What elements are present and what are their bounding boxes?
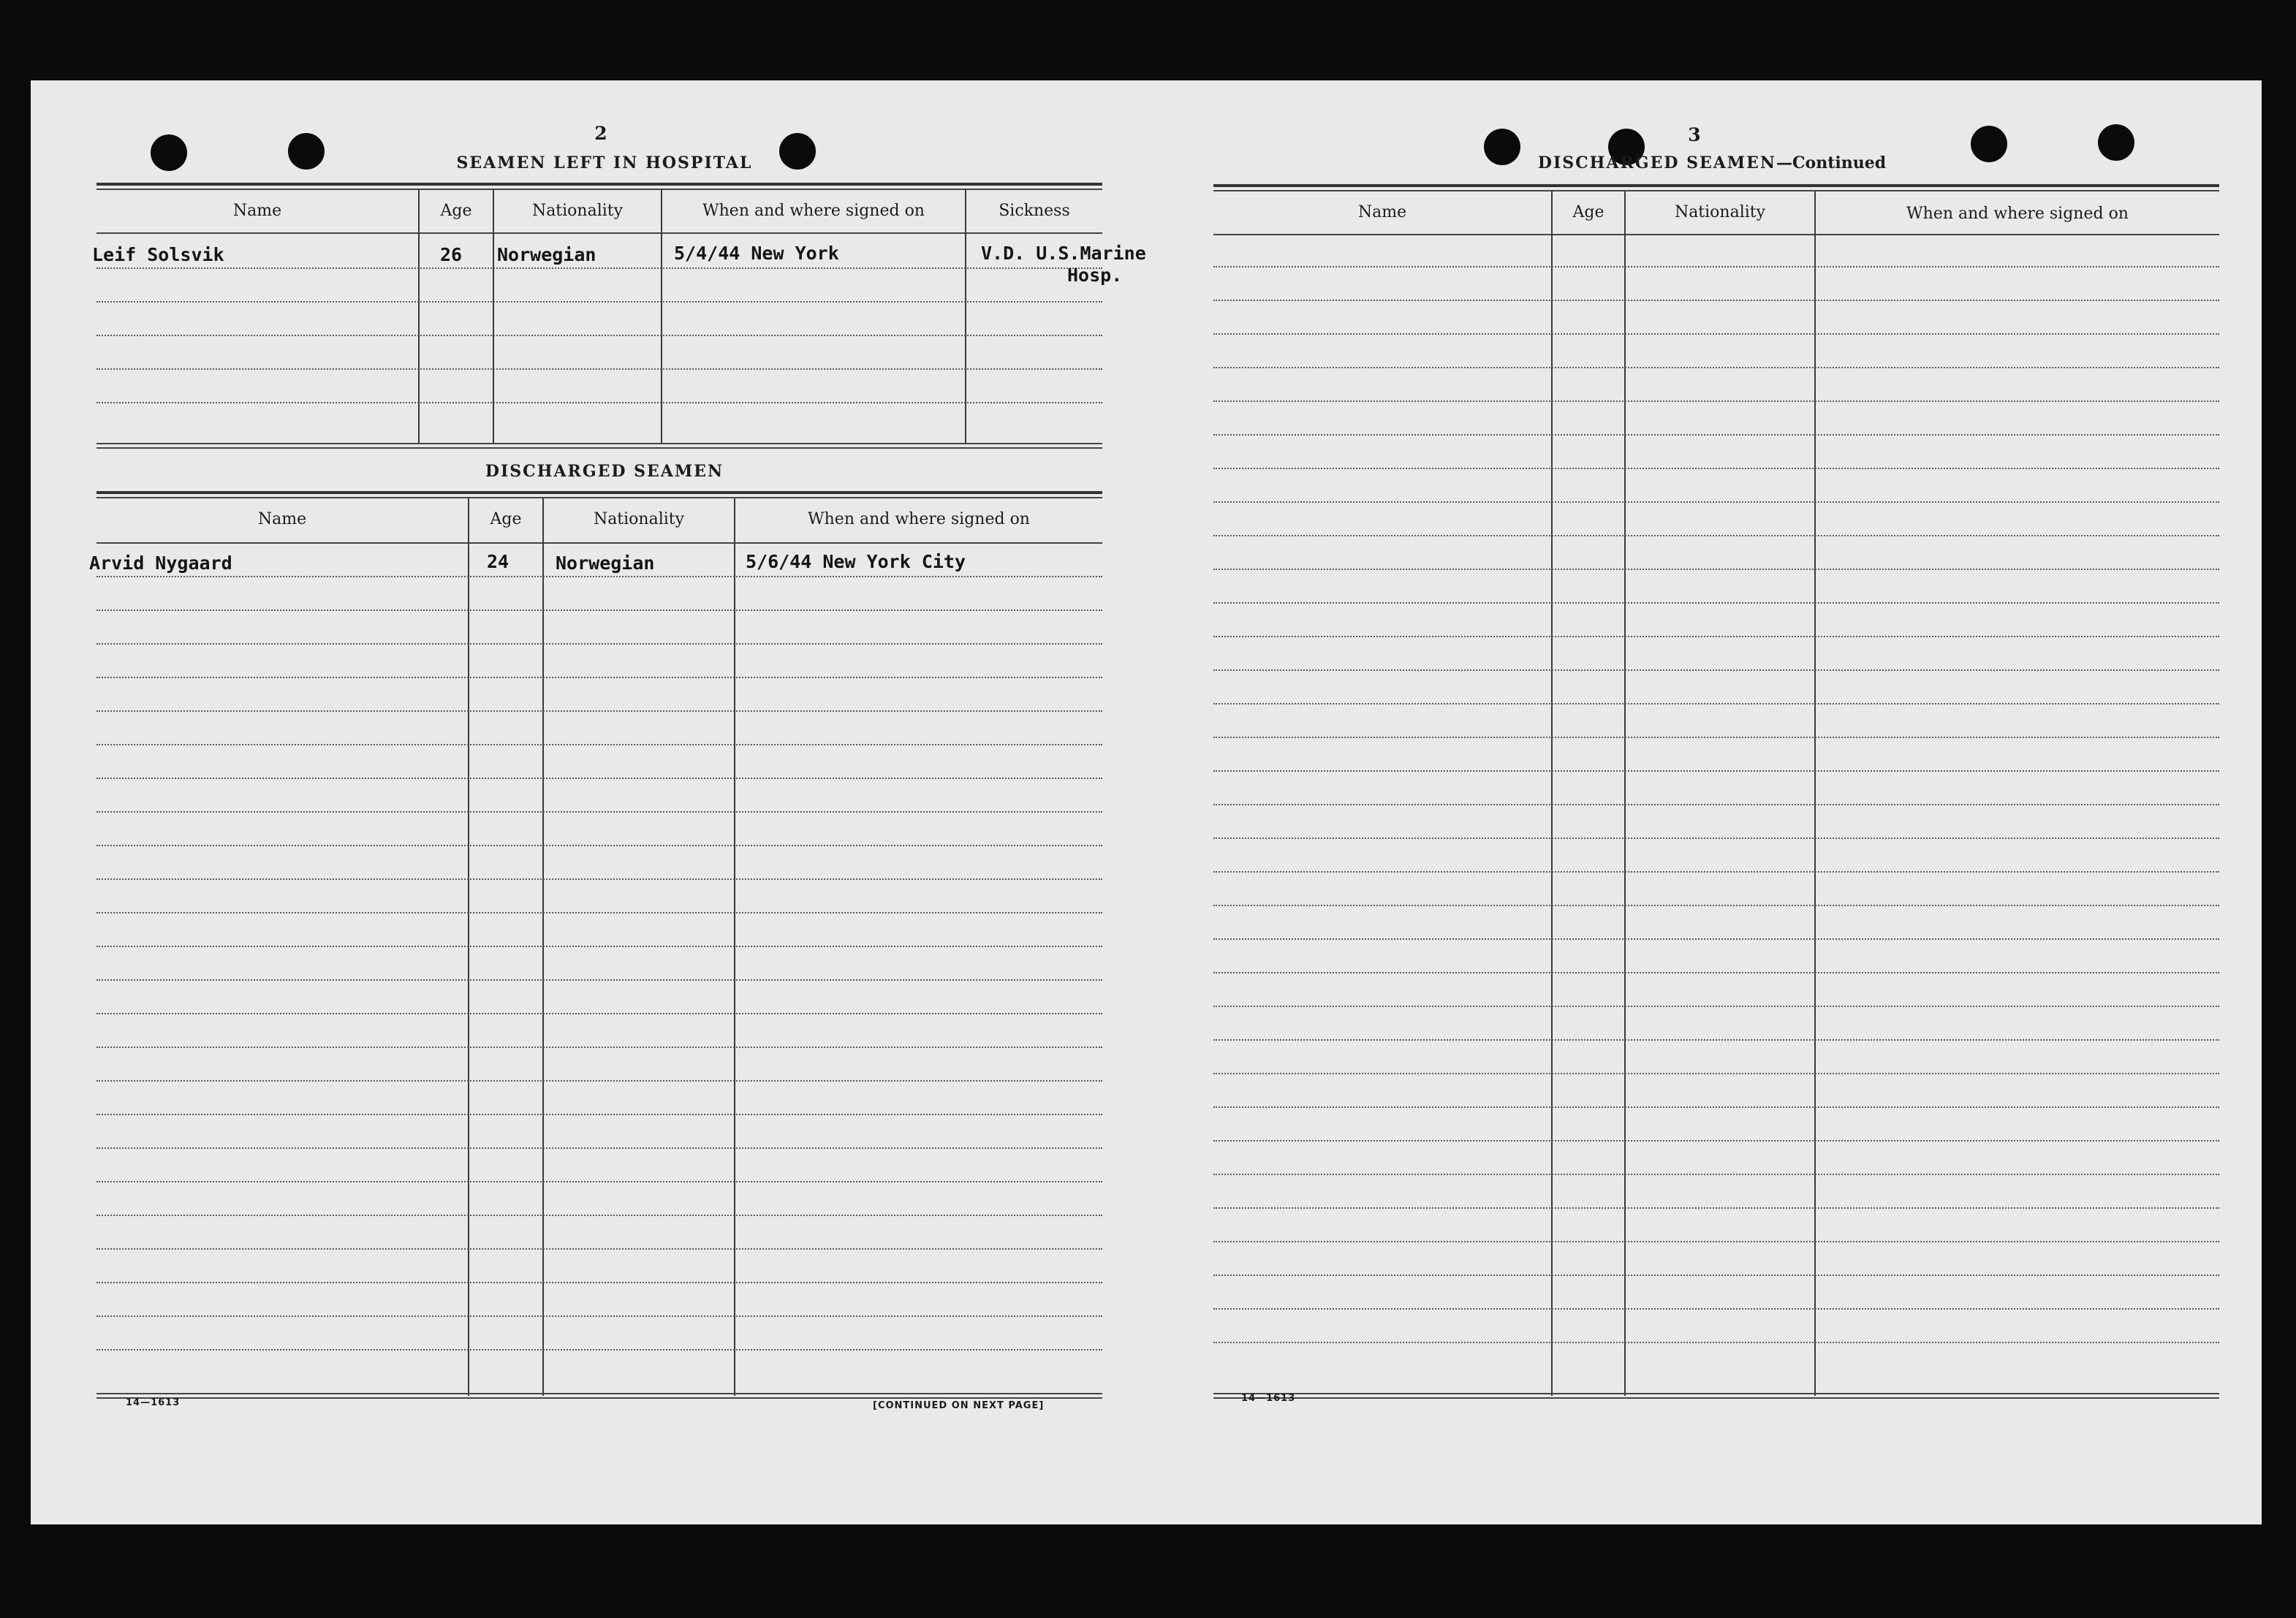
discharged-section-title: DISCHARGED SEAMEN bbox=[485, 462, 724, 481]
discharged-table bbox=[89, 491, 1102, 1485]
column-header-name: Name bbox=[232, 202, 282, 220]
column-header-age: Age bbox=[440, 202, 472, 220]
seaman-name: Arvid Nygaard bbox=[89, 552, 232, 574]
seaman-age: 26 bbox=[440, 244, 463, 265]
column-header-age: Age bbox=[490, 510, 522, 528]
register-sheet bbox=[31, 80, 2262, 1524]
form-number: 14—1613 bbox=[126, 1397, 181, 1408]
punch-hole bbox=[288, 133, 325, 170]
punch-hole bbox=[779, 133, 816, 170]
page-number: 3 bbox=[1688, 124, 1701, 145]
continued-note: [CONTINUED ON NEXT PAGE] bbox=[873, 1400, 1045, 1411]
column-header-signed-on: When and where signed on bbox=[808, 510, 1030, 528]
seaman-age: 24 bbox=[487, 551, 509, 572]
punch-hole bbox=[151, 134, 187, 171]
column-header-signed-on: When and where signed on bbox=[1906, 205, 2129, 223]
hospital-section-title: SEAMEN LEFT IN HOSPITAL bbox=[456, 153, 753, 172]
title-main: DISCHARGED SEAMEN bbox=[1537, 153, 1777, 172]
sickness-line-1: V.D. U.S.Marine bbox=[981, 243, 1146, 264]
title-suffix: —Continued bbox=[1776, 153, 1887, 172]
signed-on-date-place: 5/6/44 New York City bbox=[746, 551, 966, 572]
column-header-nationality: Nationality bbox=[593, 510, 685, 528]
column-header-name: Name bbox=[257, 510, 307, 528]
punch-hole bbox=[1971, 126, 2007, 162]
punch-hole bbox=[1484, 129, 1520, 165]
discharged-continued-table bbox=[1213, 184, 2219, 1500]
column-header-sickness: Sickness bbox=[999, 202, 1070, 220]
page-number: 2 bbox=[594, 123, 607, 144]
punch-hole bbox=[2098, 124, 2134, 161]
column-header-signed-on: When and where signed on bbox=[702, 202, 925, 220]
signed-on-date-place: 5/4/44 New York bbox=[674, 243, 839, 264]
column-header-name: Name bbox=[1357, 203, 1407, 221]
form-number: 14—1613 bbox=[1241, 1393, 1296, 1404]
seaman-nationality: Norwegian bbox=[497, 244, 596, 265]
column-header-nationality: Nationality bbox=[531, 202, 624, 220]
column-header-age: Age bbox=[1572, 203, 1604, 221]
column-header-nationality: Nationality bbox=[1674, 203, 1766, 221]
sickness-line-2: Hosp. bbox=[1067, 265, 1123, 286]
seaman-nationality: Norwegian bbox=[556, 552, 655, 574]
discharged-continued-title bbox=[1529, 153, 1895, 172]
seaman-name: Leif Solsvik bbox=[92, 244, 224, 265]
